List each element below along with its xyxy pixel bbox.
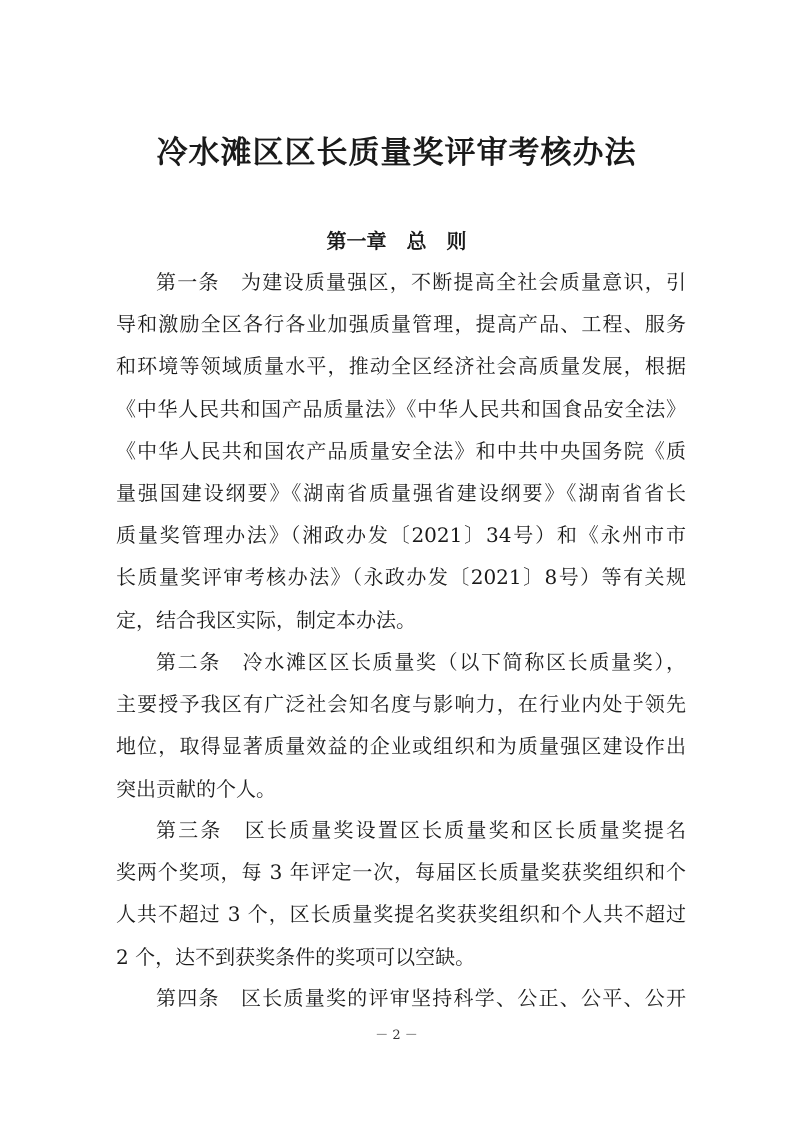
article-2	[116, 641, 686, 810]
paragraph-line: 质量奖管理办法》（湘政办发〔2021〕34号）和《永州市市	[116, 523, 686, 548]
article-4	[116, 977, 686, 1019]
paragraph-line: 第三条 区长质量奖设置区长质量奖和区长质量奖提名	[156, 818, 686, 842]
paragraph-line: 人共不超过 3 个，区长质量奖提名奖获奖组织和个人共不超过	[116, 902, 686, 927]
paragraph-line: 第四条 区长质量奖的评审坚持科学、公正、公平、公开	[156, 986, 686, 1010]
chapter-heading: 第一章 总 则	[326, 229, 467, 253]
article-label: 第二条	[156, 650, 221, 674]
paragraph-line: 《中华人民共和国产品质量法》《中华人民共和国食品安全法》	[116, 396, 686, 421]
paragraph-line: 和环境等领域质量水平，推动全区经济社会高质量发展，根据	[116, 354, 686, 379]
paragraph-line: 导和激励全区各行各业加强质量管理，提高产品、工程、服务	[116, 312, 686, 337]
paragraph-line: 第一条 为建设质量强区，不断提高全社会质量意识，引	[156, 270, 686, 294]
paragraph-line: 2 个，达不到获奖条件的奖项可以空缺。	[116, 944, 476, 969]
paragraph-line: 奖两个奖项，每 3 年评定一次，每届区长质量奖获奖组织和个	[116, 860, 686, 885]
page-number: － 2 －	[375, 1028, 418, 1043]
paragraph-line: 突出贡献的个人。	[116, 776, 276, 801]
article-label: 第三条	[156, 818, 223, 842]
paragraph-line: 主要授予我区有广泛社会知名度与影响力，在行业内处于领先	[116, 692, 686, 717]
article-1	[116, 261, 686, 641]
paragraph-line: 长质量奖评审考核办法》（永政办发〔2021〕8号）等有关规	[116, 565, 686, 590]
paragraph-line: 定，结合我区实际，制定本办法。	[116, 607, 416, 632]
article-3	[116, 809, 686, 978]
document-title: 冷水滩区区长质量奖评审考核办法	[156, 135, 637, 171]
paragraph-line: 第二条 冷水滩区区长质量奖（以下简称区长质量奖），	[156, 650, 686, 674]
paragraph-line: 量强国建设纲要》《湖南省质量强省建设纲要》《湖南省省长	[116, 480, 686, 505]
paragraph-line: 地位，取得显著质量效益的企业或组织和为质量强区建设作出	[116, 734, 686, 759]
paragraph-line: 《中华人民共和国农产品质量安全法》和中共中央国务院《质	[116, 438, 686, 463]
article-label: 第四条	[156, 986, 220, 1010]
article-label: 第一条	[156, 270, 220, 294]
